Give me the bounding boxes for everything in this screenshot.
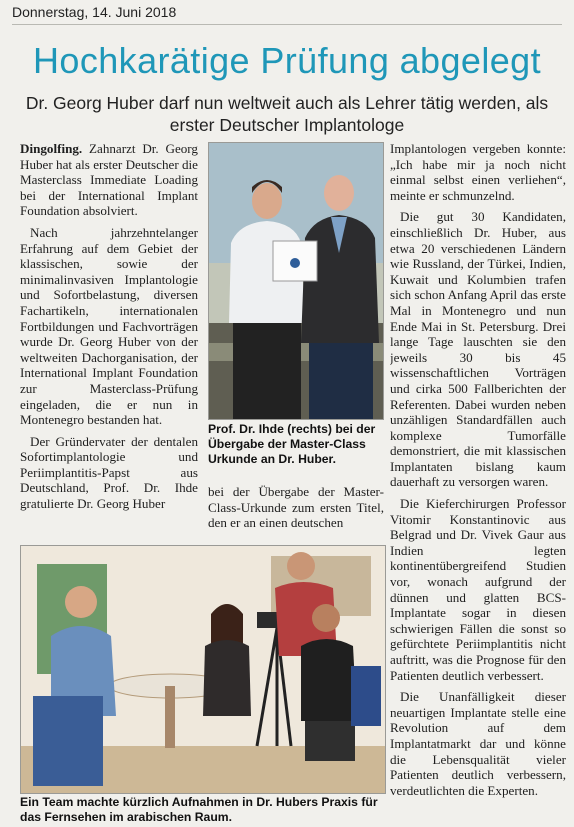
award-photo-illustration — [209, 143, 383, 419]
paragraph-1 — [20, 141, 198, 219]
paragraph-4: Implantologen vergeben konnte: „Ich habe mir ja noch nicht einmal selbst einen verliehen“, meinte er schmunzelnd. — [390, 141, 566, 203]
article-column-1 — [20, 141, 198, 531]
tv-team-photo-illustration — [21, 546, 385, 793]
tv-team-photo — [20, 545, 386, 794]
paragraph-3: Der Gründervater der dentalen Sofortimplantologie und Periimplantitis-Papst aus Deutschland, Prof. Dr. Ihde gratulierte Dr. Georg Huber — [20, 433, 198, 512]
tv-team-photo-caption: Ein Team machte kürzlich Aufnahmen in Dr. Hubers Praxis für das Fernsehen im arabischen Raum. — [20, 795, 378, 824]
paragraph-7: Die Unanfälligkeit dieser neuartigen Implantate stelle eine Revolution auf dem Implantatmarkt dar und könne die Lebensqualität vieler Patienten deutlich verbessern, verdeutlichten die Experten. — [390, 689, 566, 798]
award-photo — [208, 142, 384, 420]
headline: Hochkarätige Prüfung abgelegt — [33, 40, 541, 81]
award-photo-caption: Prof. Dr. Ihde (rechts) bei der Übergabe der Master-Class Urkunde an Dr. Huber. — [208, 422, 376, 466]
paragraph-1-text: Zahnarzt Dr. Georg Huber hat als erster Deutscher die Masterclass Immediate Loading bei der International Implant Foundation absolviert. — [20, 141, 198, 219]
paragraph-6: Die Kieferchirurgen Professor Vitomir Konstantinovic aus Belgrad und Dr. Vivek Gaur aus Indien legten kontinentübergreifend Studien vor, wonach aufgrund der dünnen und glatten BCS-Implantate sogar in diesen schwierigen Fällen die sonst so gefürchtete Periimplantitis nicht auftritt, was die Prognose für den Patienten deutlich verbessert. — [390, 496, 566, 683]
article-column-3 — [390, 141, 566, 821]
paragraph-5: Die gut 30 Kandidaten, einschließlich Dr. Huber, aus etwa 20 verschiedenen Ländern wie Russland, der Türkei, Indien, Kuwait und Kolumbien trafen sich schon Anfang April das erste Mal in Montenegro und nun Ende Mai in St. Petersburg. Drei lange Tage lauschten sie den jeweils 30 bis 45 wissenschaftlichen Vorträgen und cirka 500 Fallberichten der Referenten. Dabei wurden neben unzähligen Standardfällen auch komplexe Tumorfälle demonstriert, die mit klassischen Implantaten bislang kaum dauerhaft zu versorgen waren. — [390, 209, 566, 490]
dateline: Dingolfing. — [20, 141, 83, 156]
header-rule — [12, 24, 562, 25]
article-column-2 — [208, 484, 384, 534]
paragraph-2: Nach jahrzehntelanger Erfahrung auf dem Gebiet der klassischen, sowie der minimalinvasiven Implantologie und Sofortbelastung, diversen Fachartikeln, internationalen Fortbildungen und Fachvorträgen wurde Dr. Georg Huber von der weltweiten Dachorganisation, der International Implant Foundation zur Masterclass-Prüfung eingeladen, die er nun in Montenegro bestanden hat. — [20, 224, 198, 428]
subheadline: Dr. Georg Huber darf nun weltweit auch als Lehrer tätig werden, als erster Deutscher Implantologe — [25, 93, 549, 135]
newspaper-date: Donnerstag, 14. Juni 2018 — [12, 4, 177, 20]
paragraph-continuation: bei der Übergabe der Master-Class-Urkunde zum ersten Titel, den er an einen deutschen — [208, 484, 384, 531]
